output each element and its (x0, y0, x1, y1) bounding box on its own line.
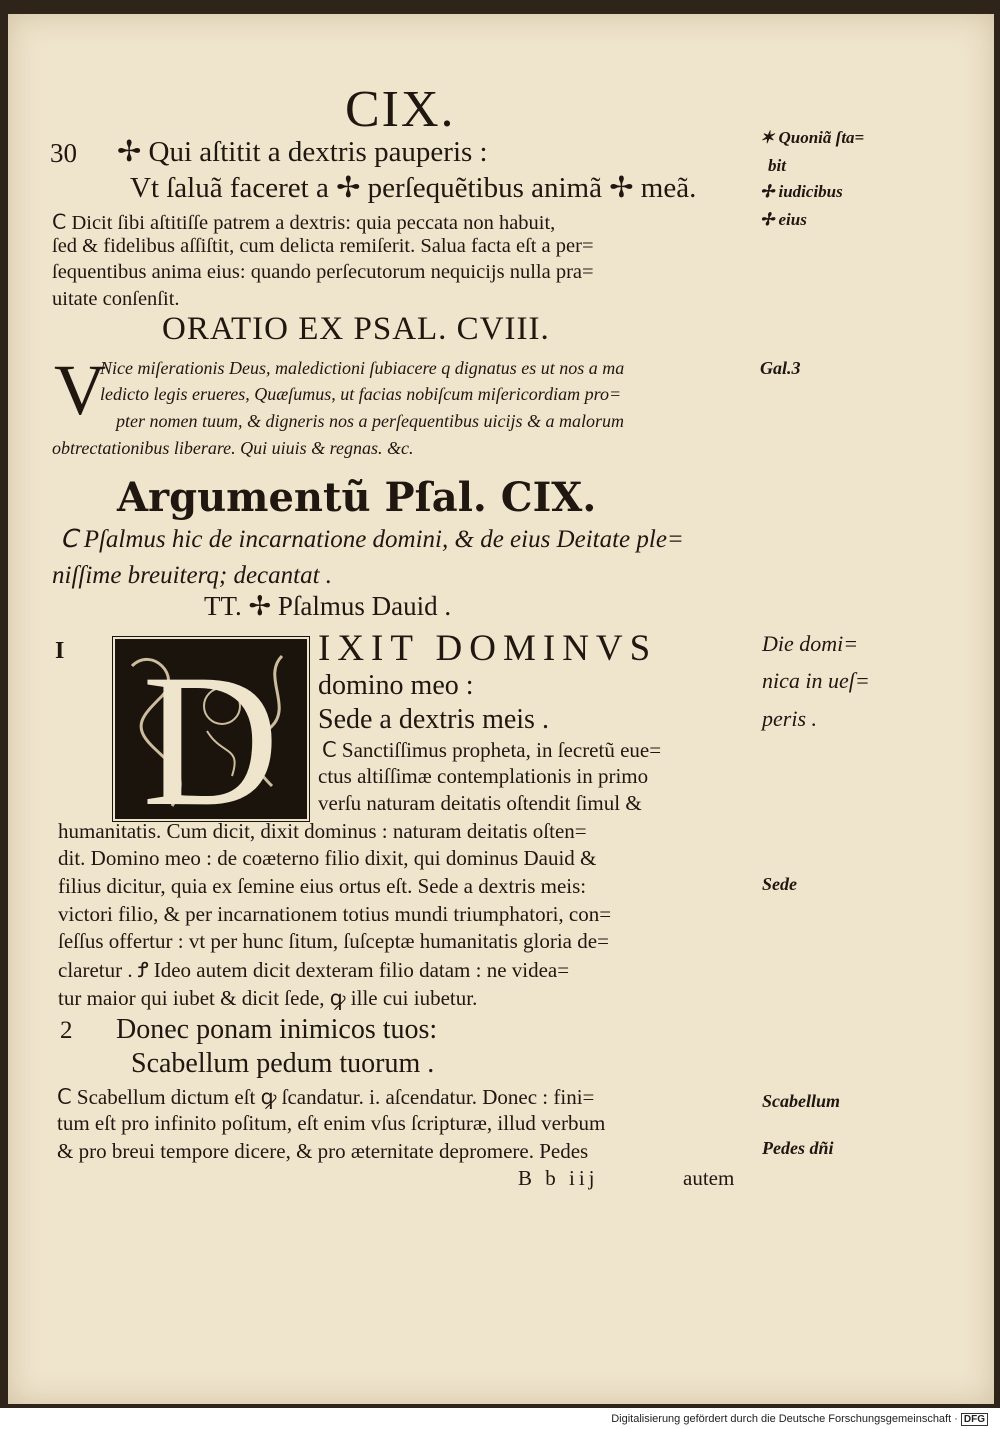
oratio-initial: V (54, 350, 106, 430)
margin-note: Die domi= (762, 631, 859, 656)
dfg-logo[interactable]: DFG (961, 1413, 988, 1426)
margin-note: Scabellum (762, 1091, 841, 1111)
commentary-line: verſu naturam deitatis oſtendit ſimul & (318, 791, 642, 815)
commentary-line: tur maior qui iubet & dicit ſede, ꝙ ille cui iubetur. (58, 986, 478, 1010)
credit-text: Digitalisierung gefördert durch die Deutsche Forschungsgemeinschaft · (611, 1413, 958, 1425)
verse-number: 30 (50, 138, 77, 168)
oratio-line: obtrectationibus liberare. Qui uiuis & regnas. &c. (52, 438, 414, 458)
margin-note: Pedes dñi (762, 1138, 834, 1158)
oratio-line: Nice miſerationis Deus, maledictioni ſubiacere q dignatus es ut nos a ma (100, 358, 625, 378)
commentary-line: Ⅽ Sanctiſſimus propheta, in ſecretũ eue= (322, 738, 662, 762)
verse-number: 2 (60, 1017, 73, 1044)
psalm-number-heading: CIX. (345, 81, 456, 138)
psalm-title-line: TT. ✢ Pſalmus Dauid . (204, 591, 452, 621)
commentary-line: victori filio, & per incarnationem totius mundi triumphatori, con= (58, 902, 612, 926)
oratio-line: ledicto legis erueres, Quæſumus, ut facias nobiſcum miſericordiam pro= (100, 384, 622, 404)
verse-line: Sede a dextris meis . (318, 704, 549, 735)
oratio-line: pter nomen tuum, & digneris nos a perſequentibus uicijs & a malorum (116, 411, 624, 431)
margin-note: peris . (762, 706, 817, 731)
margin-note: ✶ Quoniã ſta= (760, 128, 865, 147)
digitization-credit (611, 1413, 988, 1426)
commentary-line: uitate conſenſit. (52, 288, 180, 310)
commentary-line: filius dicitur, quia ex ſemine eius ortus eſt. Sede a dextris meis: (58, 874, 587, 898)
margin-note: Gal.3 (760, 358, 801, 378)
margin-note: Sede (762, 874, 797, 894)
svg-text:D: D (142, 636, 280, 822)
verse-line: ✢ Qui aſtitit a dextris pauperis : (117, 136, 488, 168)
ornament-icon (112, 636, 310, 822)
margin-note: ✢ eius (760, 210, 807, 229)
commentary-line: claretur . Ꝭ Ideo autem dicit dexteram filio datam : ne videa= (58, 958, 570, 982)
decorated-initial (112, 636, 310, 822)
commentary-line: dit. Domino meo : de coæterno filio dixit, qui dominus Dauid & (58, 846, 597, 870)
argument-heading: Argumentũ Pſal. CIX. (117, 474, 597, 521)
commentary-line: ſed & fidelibus aſſiſtit, cum delicta remiſerit. Salua facta eſt a per= (52, 235, 594, 257)
margin-note: bit (768, 156, 786, 175)
verse-line: domino meo : (318, 670, 474, 701)
commentary-line: ſequentibus anima eius: quando perſecutorum nequicijs nulla pra= (52, 261, 594, 283)
commentary-line: ctus altiſſimæ contemplationis in primo (318, 764, 649, 788)
verse-number: I (55, 638, 65, 664)
commentary-line: humanitatis. Cum dicit, dixit dominus : naturam deitatis oſten= (58, 819, 587, 843)
signature-mark: B b iij (518, 1166, 599, 1190)
argument-line: Ⅽ Pſalmus hic de incarnatione domini, & de eius Deitate ple= (60, 526, 684, 553)
catchword: autem (683, 1166, 735, 1190)
commentary-line: Ⅽ Dicit ſibi aſtitiſſe patrem a dextris: quia peccata non habuit, (52, 212, 556, 234)
margin-note: ✢ iudicibus (760, 182, 843, 201)
margin-note: nica in ueſ= (762, 668, 870, 693)
verse-line: IXIT DOMINVS (318, 628, 658, 669)
argument-line: niſſime breuiterq; decantat . (52, 562, 333, 589)
commentary-line: ſeſſus offertur : vt per hunc ſitum, ſuſceptæ humanitatis gloria de= (58, 929, 609, 953)
oratio-heading: ORATIO EX PSAL. CVIII. (162, 311, 550, 347)
commentary-line: Ⅽ Scabellum dictum eſt ꝙ ſcandatur. i. aſcendatur. Donec : fini= (57, 1085, 595, 1109)
verse-line: Scabellum pedum tuorum . (131, 1048, 435, 1079)
verse-line: Vt ſaluã faceret a ✢ perſequẽtibus animã ✢ meã. (130, 172, 697, 204)
verse-line: Donec ponam inimicos tuos: (116, 1014, 438, 1045)
commentary-line: tum eſt pro infinito poſitum, eſt enim vſus ſcripturæ, illud verbum (57, 1111, 606, 1135)
commentary-line: & pro breui tempore dicere, & pro æternitate depromere. Pedes (57, 1139, 589, 1163)
